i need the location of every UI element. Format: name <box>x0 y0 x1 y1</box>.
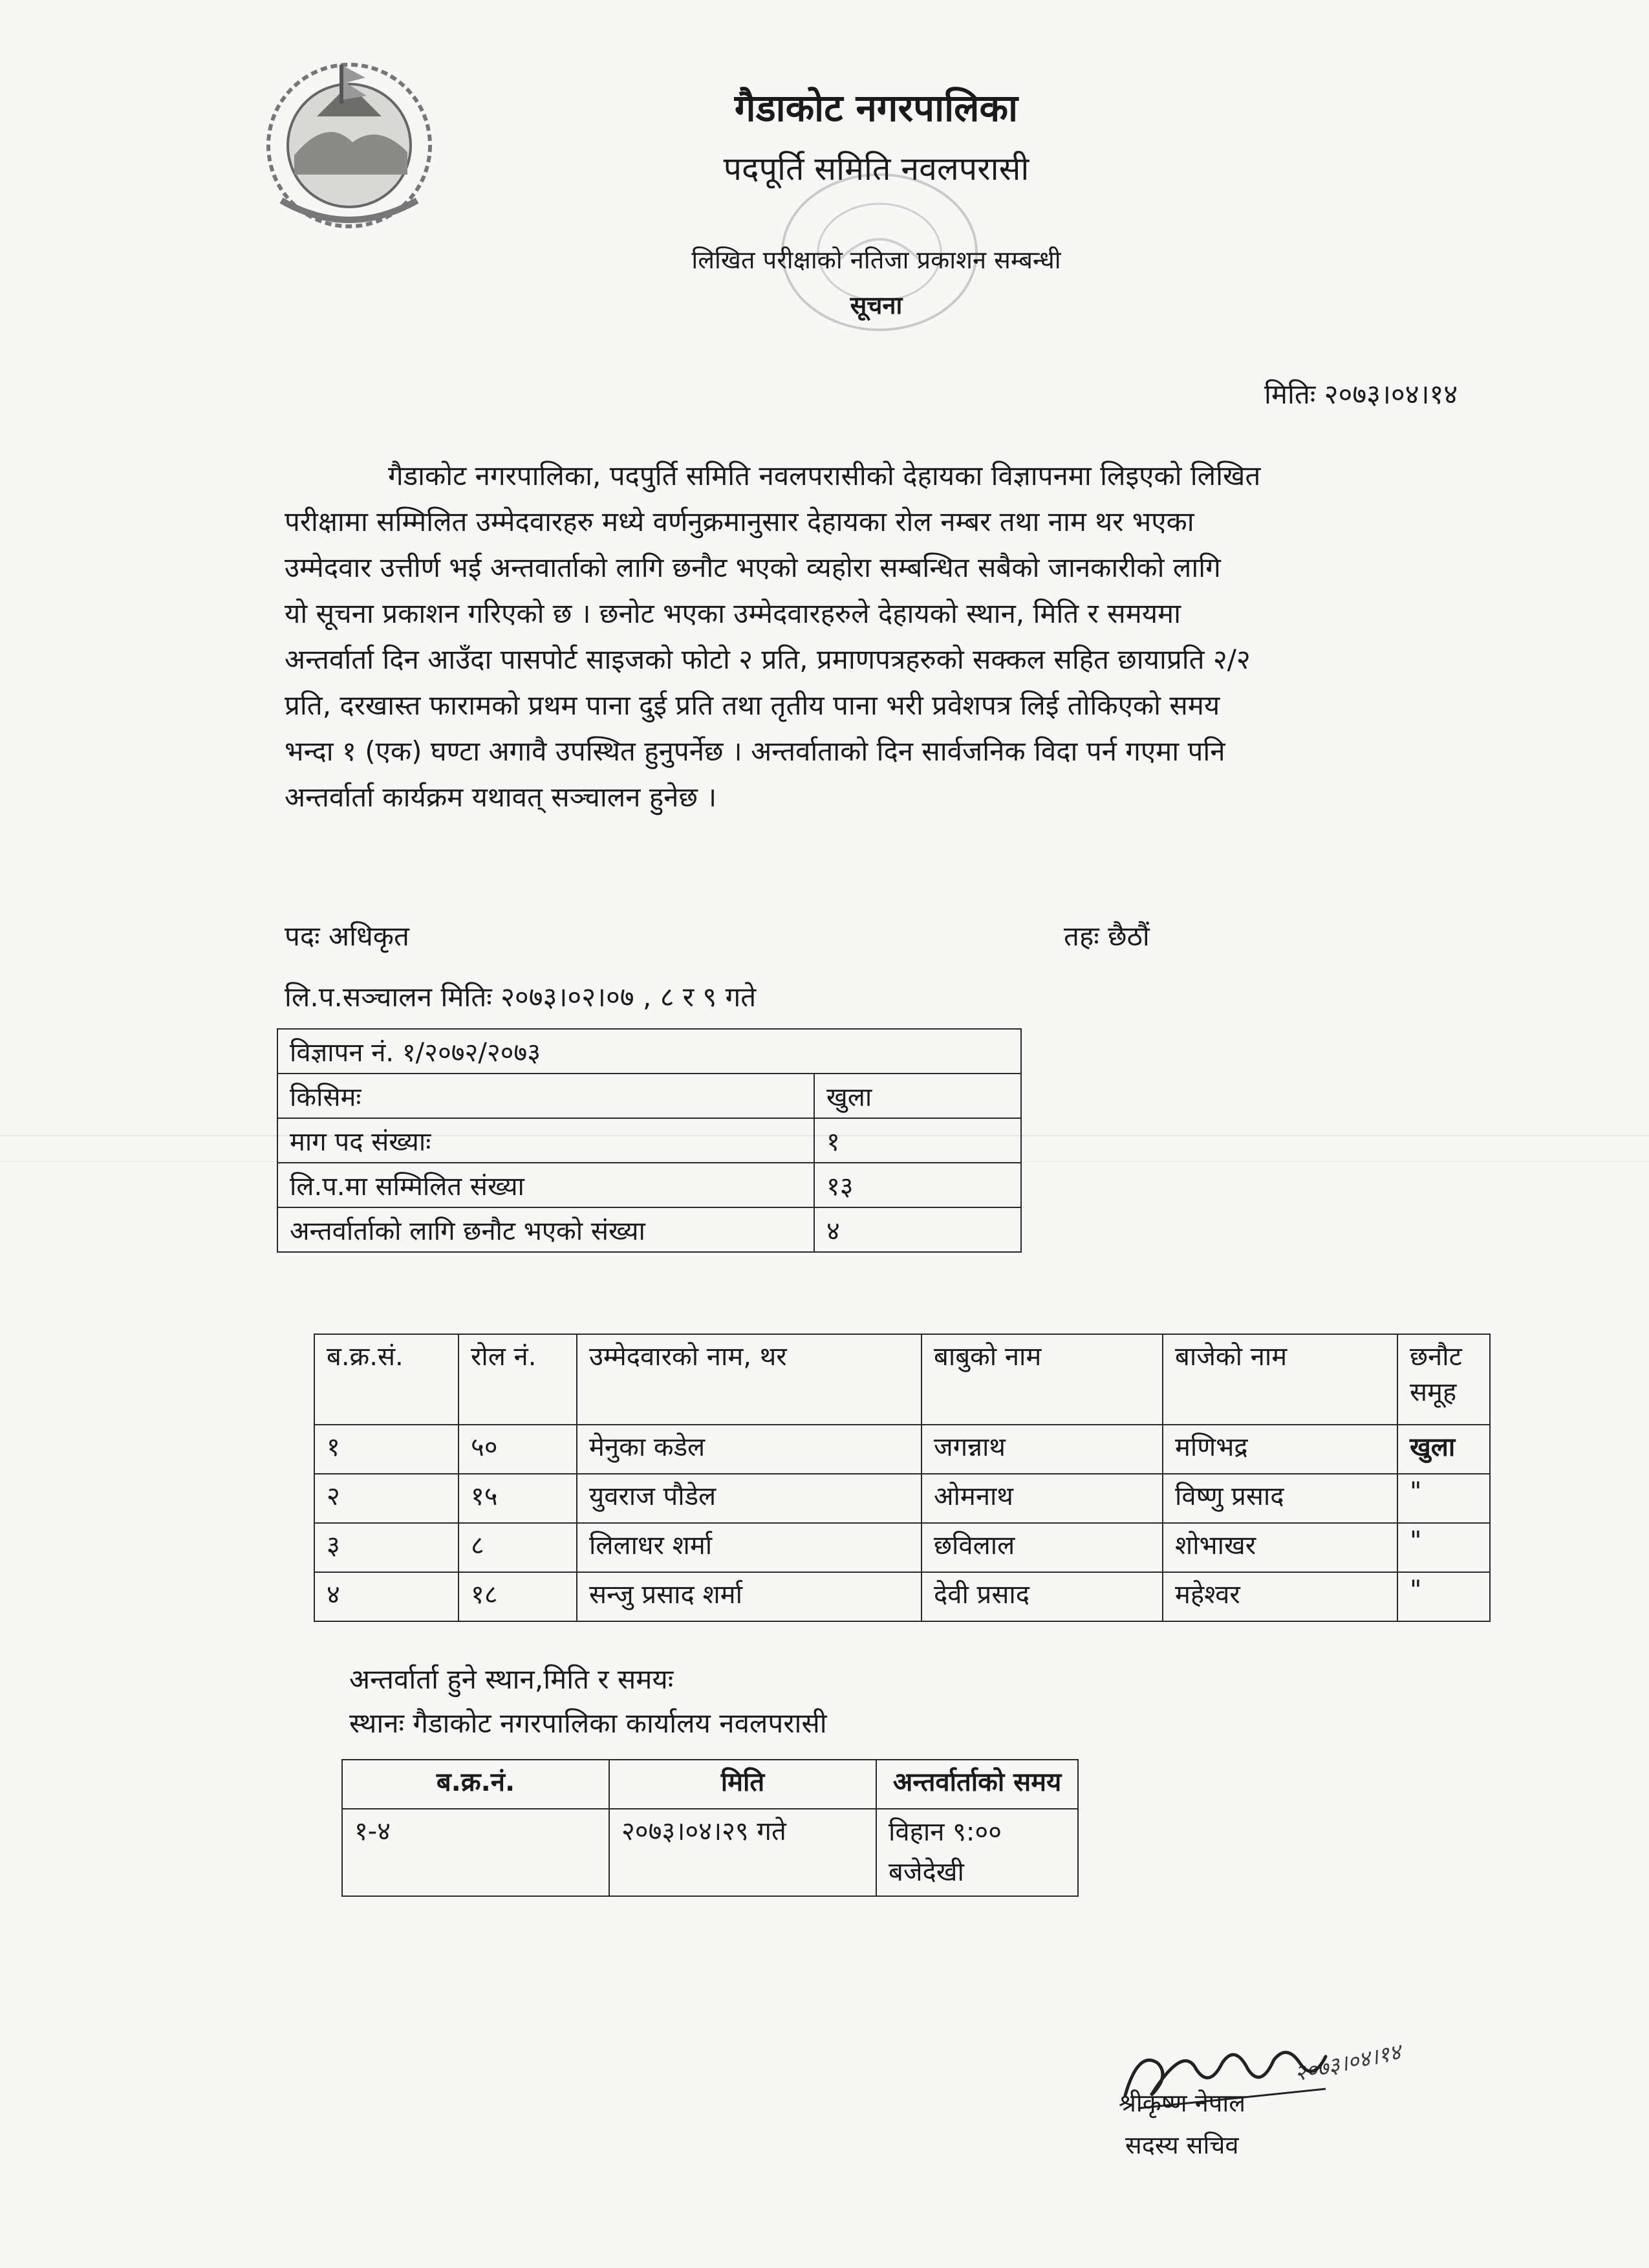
cell: मणिभद्र <box>1163 1425 1397 1474</box>
cell: २०७३।०४।२९ गते <box>609 1809 876 1896</box>
cell: १-४ <box>342 1809 609 1896</box>
vacancy-table <box>277 1028 1022 1253</box>
body-line: भन्दा १ (एक) घण्टा अगावै उपस्थित हुनुपर्नेछ । अन्तर्वाताको दिन सार्वजनिक विदा पर्न गएमा पनि <box>285 735 1225 767</box>
cell: छविलाल <box>921 1523 1163 1572</box>
col-header: बाबुको नाम <box>921 1334 1163 1425</box>
col-header: ब.क्र.सं. <box>314 1334 458 1425</box>
notice-date: मितिः २०७३।०४।१४ <box>1264 378 1458 410</box>
level-label: तहः छैठौं <box>1064 920 1150 952</box>
col-header: बाजेको नाम <box>1163 1334 1397 1425</box>
cell: शोभाखर <box>1163 1523 1397 1572</box>
cell: मेनुका कडेल <box>577 1425 921 1474</box>
cell: सन्जु प्रसाद शर्मा <box>577 1572 921 1621</box>
cell: ८ <box>458 1523 577 1572</box>
vacancy-row-label: माग पद संख्याः <box>277 1118 814 1163</box>
notice-body <box>285 453 1513 820</box>
nepal-emblem-logo <box>255 45 443 239</box>
body-line: अन्तर्वार्ता दिन आउँदा पासपोर्ट साइजको फोटो २ प्रति, प्रमाणपत्रहरुको सक्कल सहित छायाप्रति २/२ <box>285 643 1251 675</box>
col-header: अन्तर्वार्ताको समय <box>876 1760 1078 1809</box>
cell: २ <box>314 1474 458 1523</box>
body-line: अन्तर्वार्ता कार्यक्रम यथावत् सञ्चालन हुनेछ । <box>285 781 717 813</box>
candidates-table <box>314 1334 1491 1622</box>
table-row <box>314 1425 1490 1474</box>
notice-label: सूचना <box>850 291 903 319</box>
interview-table <box>341 1759 1079 1897</box>
interview-heading: अन्तर्वार्ता हुने स्थान,मिति र समयः <box>349 1663 674 1695</box>
cell: देवी प्रसाद <box>921 1572 1163 1621</box>
table-row <box>314 1523 1490 1572</box>
vacancy-row-value: खुला <box>814 1074 1021 1118</box>
notice-subject: लिखित परीक्षाको नतिजा प्रकाशन सम्बन्धी <box>691 246 1061 274</box>
post-label: पदः अधिकृत <box>285 920 409 952</box>
col-header: ब.क्र.नं. <box>342 1760 609 1809</box>
table-row <box>314 1474 1490 1523</box>
cell: जगन्नाथ <box>921 1425 1163 1474</box>
vacancy-title: विज्ञापन नं. १/२०७२/२०७३ <box>277 1029 1021 1074</box>
org-name: गैडाकोट नगरपालिका <box>734 86 1018 130</box>
cell: ओमनाथ <box>921 1474 1163 1523</box>
interview-place: स्थानः गैडाकोट नगरपालिका कार्यालय नवलपरासी <box>349 1707 827 1739</box>
table-row <box>314 1572 1490 1621</box>
cell: ४ <box>314 1572 458 1621</box>
cell: " <box>1397 1572 1490 1621</box>
cell: महेश्वर <box>1163 1572 1397 1621</box>
cell: विष्णु प्रसाद <box>1163 1474 1397 1523</box>
body-line: परीक्षामा सम्मिलित उम्मेदवारहरु मध्ये वर्णनुक्रमानुसार देहायका रोल नम्बर तथा नाम थर भएका <box>285 506 1194 537</box>
col-header: रोल नं. <box>458 1334 577 1425</box>
signatory-name: श्रीकृष्ण नेपाल <box>1119 2089 1245 2117</box>
vacancy-row-value: ४ <box>814 1207 1021 1252</box>
vacancy-row-value: १३ <box>814 1163 1021 1207</box>
body-line: यो सूचना प्रकाशन गरिएको छ । छनोट भएका उम्मेदवारहरुले देहायको स्थान, मिति र समयमा <box>285 598 1181 629</box>
cell: विहान ९:०० बजेदेखी <box>876 1809 1078 1896</box>
cell: ३ <box>314 1523 458 1572</box>
cell: युवराज पौडेल <box>577 1474 921 1523</box>
committee-name: पदपूर्ति समिति नवलपरासी <box>723 150 1029 188</box>
cell: १८ <box>458 1572 577 1621</box>
body-line: गैडाकोट नगरपालिका, पदपुर्ति समिति नवलपरासीको देहायका विज्ञापनमा लिइएको लिखित <box>388 460 1261 491</box>
body-line: प्रति, दरखास्त फारामको प्रथम पाना दुई प्रति तथा तृतीय पाना भरी प्रवेशपत्र लिई तोकिएको समय <box>285 689 1220 721</box>
cell: १ <box>314 1425 458 1474</box>
cell: " <box>1397 1474 1490 1523</box>
vacancy-row-label: किसिमः <box>277 1074 814 1118</box>
col-header: मिति <box>609 1760 876 1809</box>
cell: खुला <box>1397 1425 1490 1474</box>
signature-date: २०७३।०४।१४ <box>1292 2039 1403 2087</box>
cell: लिलाधर शर्मा <box>577 1523 921 1572</box>
signatory-title: सदस्य सचिव <box>1125 2131 1239 2159</box>
exam-date: लि.प.सञ्चालन मितिः २०७३।०२।०७ , ८ र ९ गते <box>285 981 757 1013</box>
cell: ५० <box>458 1425 577 1474</box>
col-header: उम्मेदवारको नाम, थर <box>577 1334 921 1425</box>
cell: " <box>1397 1523 1490 1572</box>
vacancy-row-label: लि.प.मा सम्मिलित संख्या <box>277 1163 814 1207</box>
body-line: उम्मेदवार उत्तीर्ण भई अन्तवार्ताको लागि छनौट भएको व्यहोरा सम्बन्धित सबैको जानकारीको लागि <box>285 552 1221 583</box>
col-header: छनौट समूह <box>1397 1334 1490 1425</box>
table-row <box>342 1809 1078 1896</box>
vacancy-row-label: अन्तर्वार्ताको लागि छनौट भएको संख्या <box>277 1207 814 1252</box>
cell: १५ <box>458 1474 577 1523</box>
vacancy-row-value: १ <box>814 1118 1021 1163</box>
